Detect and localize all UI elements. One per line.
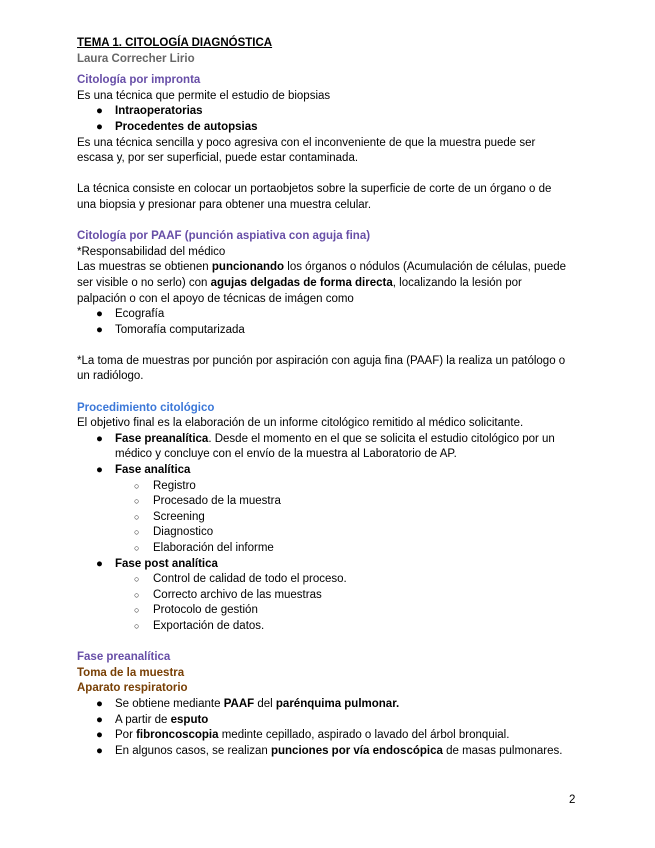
bullet-icon: ● (96, 105, 103, 118)
sub-list-item: ○ Screening (77, 510, 587, 526)
sub-list-item: ○ Diagnostico (77, 525, 587, 541)
list-item: ● En algunos casos, se realizan punciones por vía endoscópica de masas pulmonares. (77, 744, 587, 760)
paragraph: Es una técnica que permite el estudio de biopsias (77, 89, 331, 102)
subheading-aparato-respiratorio: Aparato respiratorio (77, 682, 188, 695)
list-item: ● Intraoperatorias (77, 104, 587, 120)
paragraph-line: ser visible o no serlo) con agujas delgadas de forma directa, localizando la lesión por (77, 276, 522, 289)
circle-bullet-icon: ○ (134, 543, 140, 553)
paragraph-line: palpación o con el apoyo de técnicas de imágen como (77, 292, 354, 305)
bullet-icon: ● (96, 557, 103, 570)
list-item: ● Se obtiene mediante PAAF del parénquima pulmonar. (77, 697, 587, 713)
circle-bullet-icon: ○ (134, 574, 140, 585)
section-heading-procedimiento: Procedimiento citológico (77, 401, 215, 414)
paragraph-line: Las muestras se obtienen puncionando los órganos o nódulos (Acumulación de células, puede (77, 261, 567, 274)
sub-list-item: ○ Procesado de la muestra (77, 494, 587, 510)
section-heading-fase-preanalitica: Fase preanalítica (77, 651, 171, 664)
paragraph: El objetivo final es la elaboración de un informe citológico remitido al médico solicitante. (77, 417, 524, 430)
bullet-icon: ● (96, 308, 103, 321)
footnote-line: *La toma de muestras por punción por aspiración con aguja fina (PAAF) la realiza un patólogo o (77, 354, 566, 367)
circle-bullet-icon: ○ (134, 480, 140, 491)
subheading-toma-muestra: Toma de la muestra (77, 666, 185, 679)
paragraph-line: La técnica consiste en colocar un portaobjetos sobre la superficie de corte de un órgano o de (77, 183, 552, 196)
sub-list-item: ○ Elaboración del informe (77, 541, 587, 557)
list-item: ● Procedentes de autopsias (77, 120, 587, 136)
circle-bullet-icon: ○ (134, 605, 140, 616)
list-item: ● Tomorafía computarizada (77, 323, 587, 339)
bullet-icon: ● (96, 323, 103, 336)
bullet-icon: ● (96, 713, 103, 726)
bullet-icon: ● (96, 120, 103, 133)
bullet-icon: ● (96, 729, 103, 742)
bullet-list (77, 307, 587, 338)
page-number: 2 (569, 794, 576, 806)
paragraph-line: Es una técnica sencilla y poco agresiva con el inconveniente de que la muestra puede ser (77, 136, 536, 149)
bullet-icon: ● (96, 697, 103, 710)
note: *Responsabilidad del médico (77, 245, 226, 258)
circle-bullet-icon: ○ (134, 496, 140, 507)
sub-list-item: ○ Correcto archivo de las muestras (77, 588, 587, 604)
list-item: ● Por fibroncoscopia medinte cepillado, aspirado o lavado del árbol bronquial. (77, 728, 587, 744)
list-item: ● A partir de esputo (77, 713, 587, 729)
paragraph-line: una biopsia y presionar para obtener una muestra celular. (77, 198, 372, 211)
document-title: TEMA 1. CITOLOGÍA DIAGNÓSTICA (77, 37, 273, 49)
bullet-icon: ● (96, 744, 103, 757)
phase-list (77, 432, 587, 635)
sub-list-item: ○ Registro (77, 479, 587, 495)
circle-bullet-icon: ○ (134, 620, 140, 631)
list-item: ● Fase analítica (77, 463, 587, 479)
section-heading-impronta: Citología por impronta (77, 74, 201, 87)
sub-list-item: ○ Control de calidad de todo el proceso. (77, 572, 587, 588)
circle-bullet-icon: ○ (134, 589, 140, 600)
circle-bullet-icon: ○ (134, 527, 140, 538)
bullet-list (77, 104, 587, 135)
list-item: ● Fase preanalítica. Desde el momento en el que se solicita el estudio citológico por un (77, 432, 587, 448)
paragraph-line: escasa y, por ser superficial, puede estar contaminada. (77, 152, 359, 165)
author-name: Laura Correcher Lirio (77, 52, 195, 65)
list-item-continuation: médico y concluye con el envío de la muestra al Laboratorio de AP. (115, 448, 457, 461)
sub-list-item: ○ Protocolo de gestión (77, 603, 587, 619)
sub-list-item: ○ Exportación de datos. (77, 619, 587, 635)
bullet-icon: ● (96, 432, 103, 445)
list-item: ● Fase post analítica (77, 557, 587, 573)
circle-bullet-icon: ○ (134, 511, 140, 522)
bullet-icon: ● (96, 464, 103, 477)
document-page (77, 36, 587, 759)
bullet-list (77, 697, 587, 759)
list-item: ● Ecografía (77, 307, 587, 323)
section-heading-paaf: Citología por PAAF (punción aspiativa con aguja fina) (77, 230, 371, 243)
footnote-line: un radiólogo. (77, 370, 144, 383)
